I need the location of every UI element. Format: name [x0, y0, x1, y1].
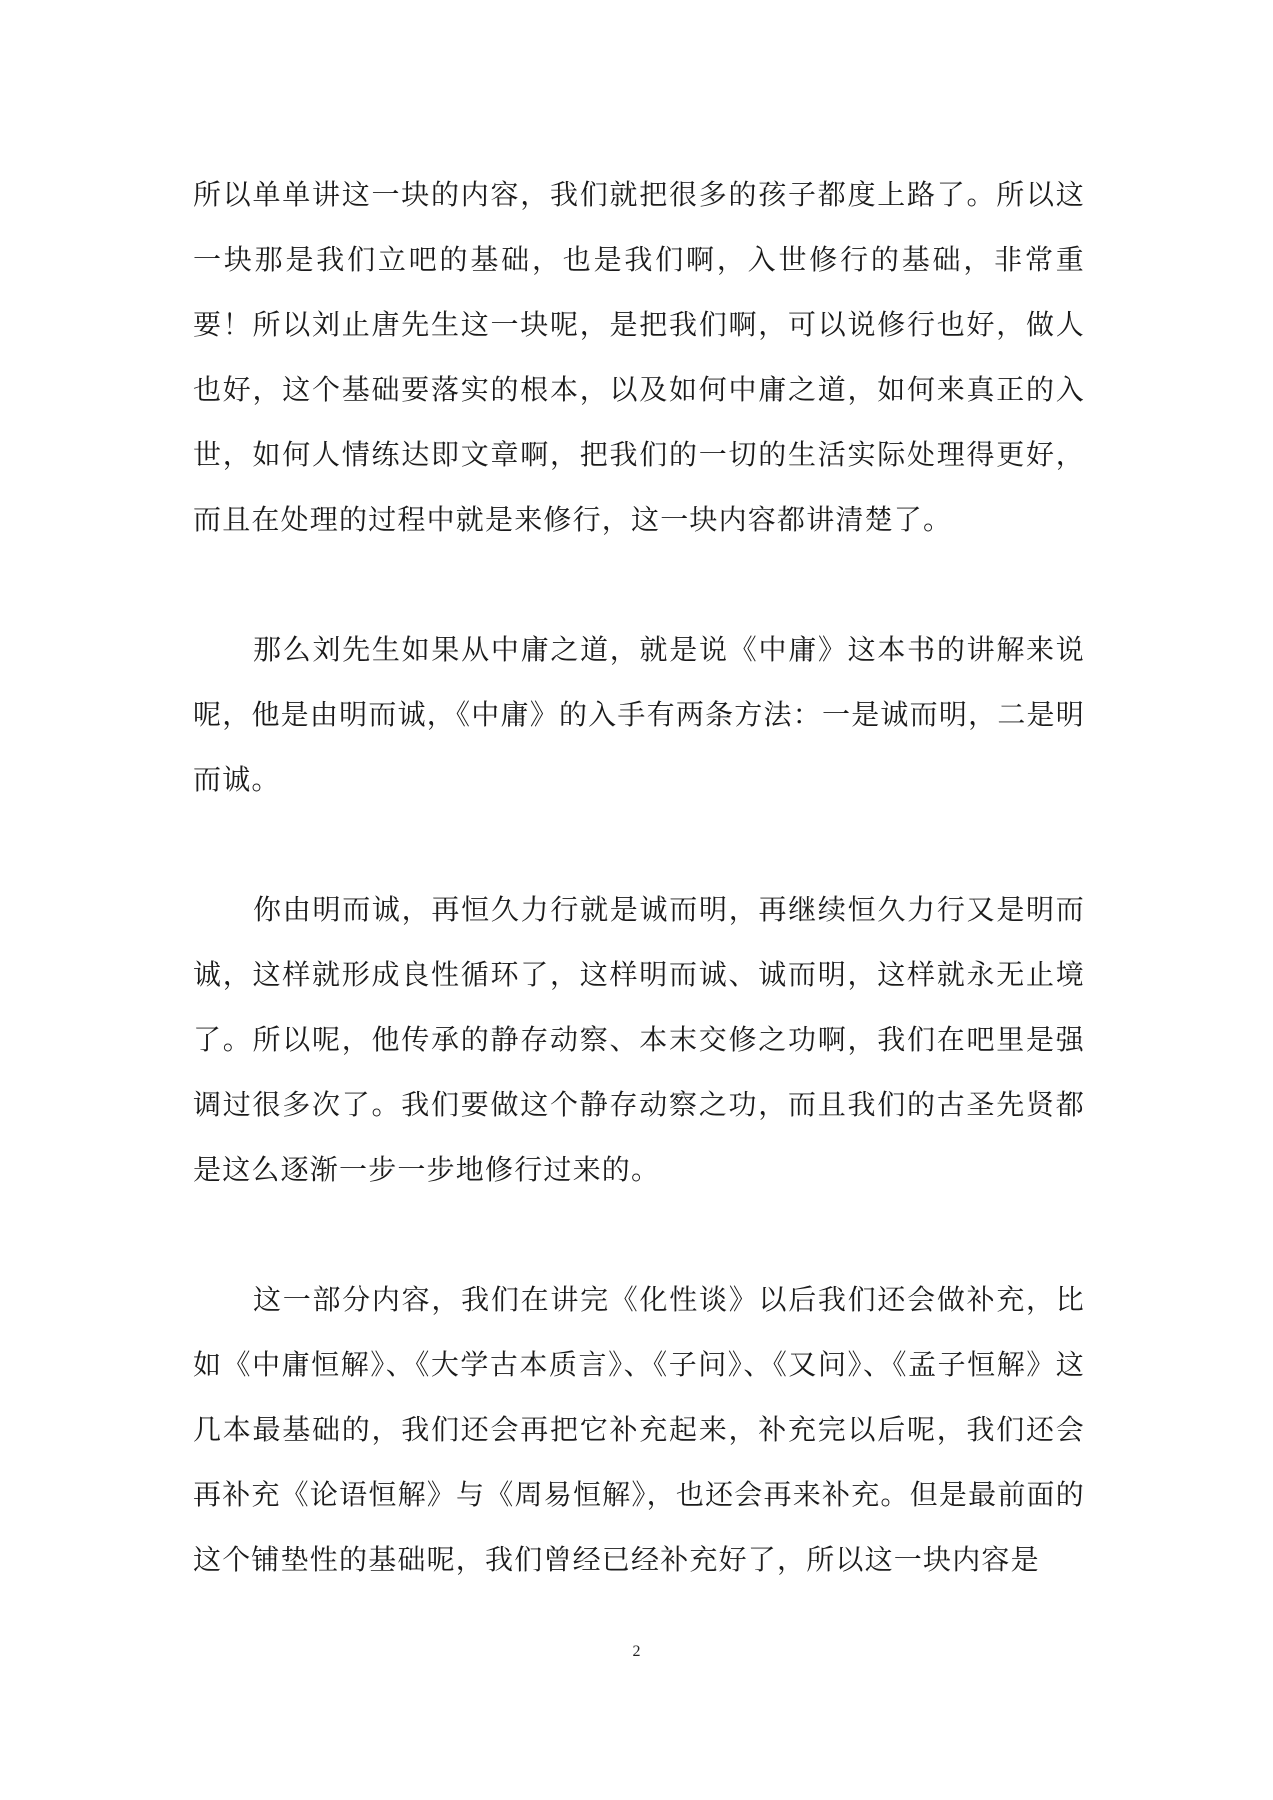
paragraph-1: 所以单单讲这一块的内容，我们就把很多的孩子都度上路了。所以这一块那是我们立吧的基础，也是我们啊，入世修行的基础，非常重要！所以刘止唐先生这一块呢，是把我们啊，可以说修行也好，做人也好，这个基础要落实的根本，以及如何中庸之道，如何来真正的入世，如何人情练达即文章啊，把我们的一切的生活实际处理得更好，而且在处理的过程中就是来修行，这一块内容都讲清楚了。 [193, 178, 1085, 536]
paragraph-3: 你由明而诚，再恒久力行就是诚而明，再继续恒久力行又是明而诚，这样就形成良性循环了，这样明而诚、诚而明，这样就永无止境了。所以呢，他传承的静存动察、本末交修之功啊，我们在吧里是强调过很多次了。我们要做这个静存动察之功，而且我们的古圣先贤都是这么逐渐一步一步地修行过来的。 [193, 893, 1085, 1186]
paragraph-gap [193, 552, 1085, 617]
paragraph-gap [193, 812, 1085, 877]
page-number: 2 [632, 1643, 641, 1660]
paragraph-gap [193, 1202, 1085, 1267]
paragraph-2: 那么刘先生如果从中庸之道，就是说《中庸》这本书的讲解来说呢，他是由明而诚，《中庸》的入手有两条方法：一是诚而明，二是明而诚。 [193, 633, 1085, 796]
paragraph-4: 这一部分内容，我们在讲完《化性谈》以后我们还会做补充，比如《中庸恒解》、《大学古本质言》、《子问》、《又问》、《孟子恒解》这几本最基础的，我们还会再把它补充起来，补充完以后呢，我们还会再补充《论语恒解》与《周易恒解》，也还会再来补充。但是最前面的这个铺垫性的基础呢，我们曾经已经补充好了，所以这一块内容是 [193, 1283, 1085, 1576]
body-text [193, 162, 1085, 1592]
